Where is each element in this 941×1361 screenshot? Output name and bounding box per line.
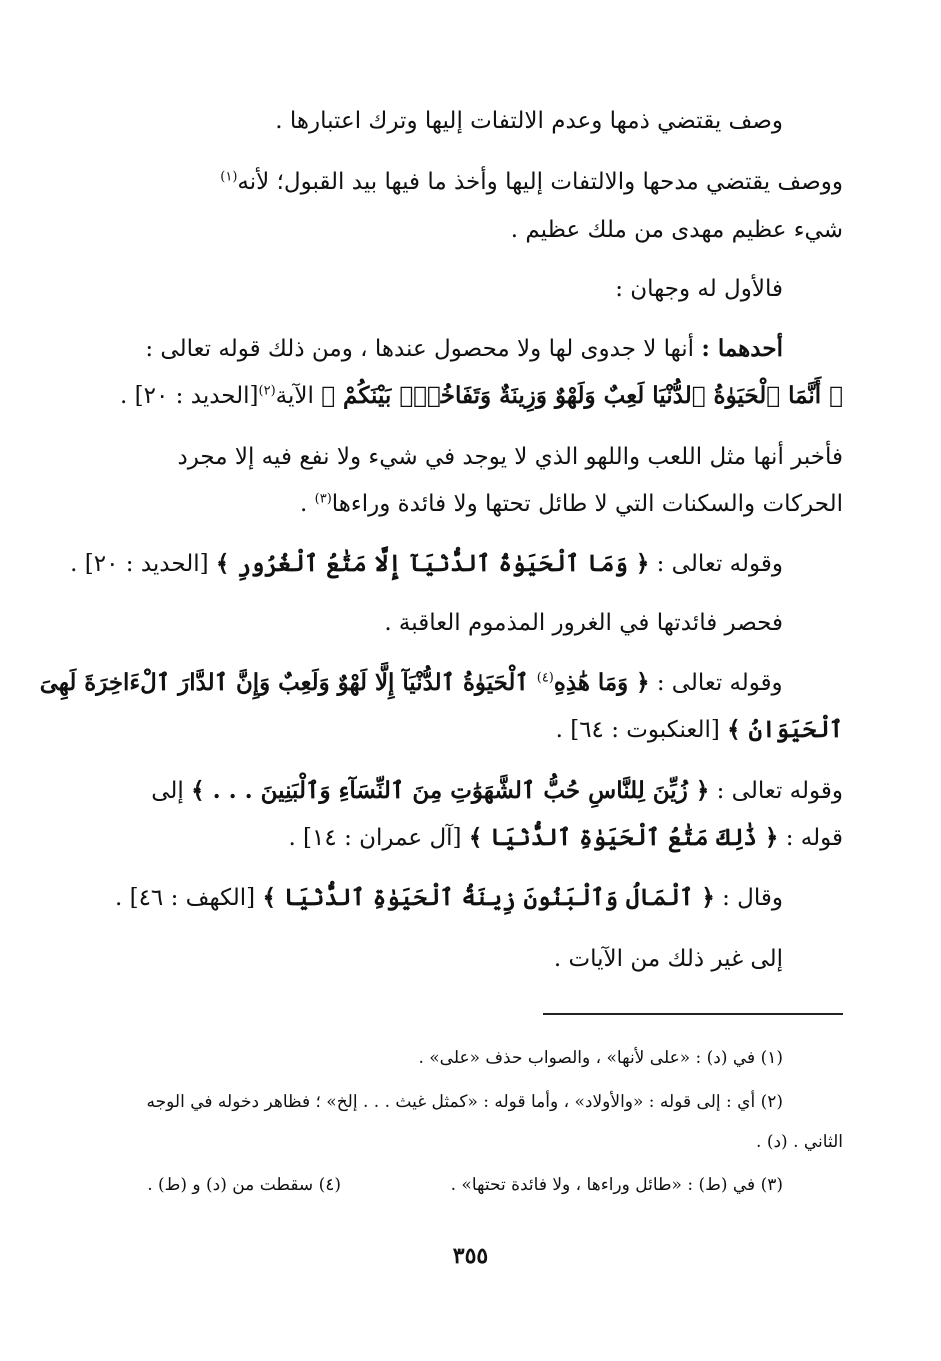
quran-verse-ankabut-a: ﴿ وَمَا هَٰذِهِ <box>554 669 650 696</box>
paragraph-2-text-cont: شيء عظيم مهدى من ملك عظيم . <box>510 217 843 243</box>
verse-citation-ankabut: [العنكبوت : ٦٤] . <box>555 717 728 743</box>
quran-verse-ankabut-c: ٱلْحَيَوَانُ ﴾ <box>727 716 843 743</box>
paragraph-8-text: وقوله تعالى : <box>649 670 783 696</box>
footnote-separator <box>543 1013 843 1015</box>
paragraph-2-line-1 <box>220 166 843 198</box>
paragraph-11-line <box>554 943 783 975</box>
paragraph-3-text: فالأول له وجهان : <box>615 276 783 302</box>
verse-citation-hadid-2: [الحديد : ٢٠] . <box>70 551 216 577</box>
paragraph-8-line-1 <box>40 667 783 699</box>
paragraph-3-line <box>615 273 783 305</box>
paragraph-2-text: ووصف يقتضي مدحها والالتفات إليها وأخذ ما فيها بيد القبول؛ لأنه <box>237 169 843 195</box>
footnote-4 <box>147 1173 341 1197</box>
paragraph-4-text: أنها لا جدوى لها ولا محصول عندها ، ومن ذلك قوله تعالى : <box>145 336 702 362</box>
paragraph-4-line-2 <box>120 380 843 412</box>
footnote-ref-1: (١) <box>220 169 238 185</box>
paragraph-1-text: وصف يقتضي ذمها وعدم الالتفات إليها وترك اعتبارها . <box>275 108 783 134</box>
verse-citation-hadid-1: [الحديد : ٢٠] . <box>120 383 259 409</box>
paragraph-10-text: وقال : <box>714 885 783 911</box>
paragraph-8-line-2 <box>556 714 843 746</box>
footnote-3-text: (٣) في (ط) : «طائل وراءها ، ولا فائدة تحتها» . <box>450 1175 783 1195</box>
footnote-1-text: (١) في (د) : «على لأنها» ، والصواب حذف «على» . <box>418 1048 783 1068</box>
verse-citation-kahf: [الكهف : ٤٦] . <box>114 885 263 911</box>
paragraph-6-text: وقوله تعالى : <box>649 551 783 577</box>
verse-suffix: الآية <box>275 383 322 409</box>
paragraph-5-end: . <box>300 491 315 517</box>
footnote-2-text: (٢) أي : إلى قوله : «والأولاد» ، وأما قوله : «كمثل غيث . . . إلخ» ؛ فظاهر دخوله في الوجه <box>146 1092 783 1112</box>
page-number: ٣٥٥ <box>452 1243 489 1269</box>
verse-citation-imran: [آل عمران : ١٤] . <box>288 825 469 851</box>
quran-verse-imran-b: ﴿ ذَٰلِكَ مَتَٰعُ ٱلْحَيَوٰةِ ٱلدُّنْيَا ﴾ <box>468 824 779 851</box>
paragraph-9-text: وقوله تعالى : <box>709 778 843 804</box>
footnote-2-line-2 <box>756 1130 843 1154</box>
paragraph-4-line-1 <box>145 333 783 365</box>
footnote-4-text: (٤) سقطت من (د) و (ط) . <box>147 1175 341 1195</box>
quran-verse-imran-a: ﴿ زُيِّنَ لِلنَّاسِ حُبُّ ٱلشَّهَوَٰتِ مِنَ ٱلنِّسَآءِ وَٱلْبَنِينَ . . . ﴾ <box>191 777 710 804</box>
paragraph-7-line <box>384 607 783 639</box>
footnote-2-line-1 <box>147 1090 783 1114</box>
footnote-2-text-cont: الثاني . (د) . <box>756 1132 843 1152</box>
paragraph-9-to: إلى <box>151 778 192 804</box>
paragraph-6-line <box>70 548 783 580</box>
paragraph-9-line-2 <box>288 822 843 854</box>
paragraph-10-line <box>115 882 783 914</box>
paragraph-9-text-cont: قوله : <box>778 825 843 851</box>
paragraph-9-line-1 <box>151 775 843 807</box>
quran-verse-hadid-1: ﴿ أَنَّمَا ٱلْحَيَوٰةُ ٱلدُّنْيَا لَعِبٌ وَلَهْوٌ وَزِينَةٌ وَتَفَاخُرٌۢ بَيْنَكُمْ ﴾ <box>321 382 843 409</box>
footnote-ref-4: (٤) <box>537 670 555 686</box>
footnote-3 <box>451 1173 783 1197</box>
quran-verse-ankabut-b: ٱلْحَيَوٰةُ ٱلدُّنْيَآ إِلَّا لَهْوٌ وَلَعِبٌ وَإِنَّ ٱلدَّارَ ٱلْءَاخِرَةَ لَهِىَ <box>40 669 538 696</box>
first-aspect-label: أحدهما : <box>701 335 783 362</box>
footnote-ref-2: (٢) <box>258 383 276 399</box>
footnote-1 <box>418 1046 783 1070</box>
paragraph-5-line-1 <box>177 441 843 473</box>
paragraph-5-text: فأخبر أنها مثل اللعب واللهو الذي لا يوجد في شيء ولا نفع فيه إلا مجرد <box>177 444 843 470</box>
paragraph-5-text-cont: الحركات والسكنات التي لا طائل تحتها ولا فائدة وراءها <box>331 491 843 517</box>
quran-verse-hadid-2: ﴿ وَمَا ٱلْحَيَوٰةُ ٱلدُّنْيَآ إِلَّا مَتَٰعُ ٱلْغُرُورِ ﴾ <box>215 550 650 577</box>
quran-verse-kahf: ﴿ ٱلْمَالُ وَٱلْبَنُونَ زِينَةُ ٱلْحَيَوٰةِ ٱلدُّنْيَا ﴾ <box>262 884 715 911</box>
footnote-ref-3: (٣) <box>314 491 332 507</box>
paragraph-1-line <box>275 105 783 137</box>
paragraph-5-line-2 <box>300 488 843 520</box>
paragraph-11-text: إلى غير ذلك من الآيات . <box>553 946 783 972</box>
paragraph-7-text: فحصر فائدتها في الغرور المذموم العاقبة . <box>384 610 783 636</box>
paragraph-2-line-2 <box>511 214 843 246</box>
